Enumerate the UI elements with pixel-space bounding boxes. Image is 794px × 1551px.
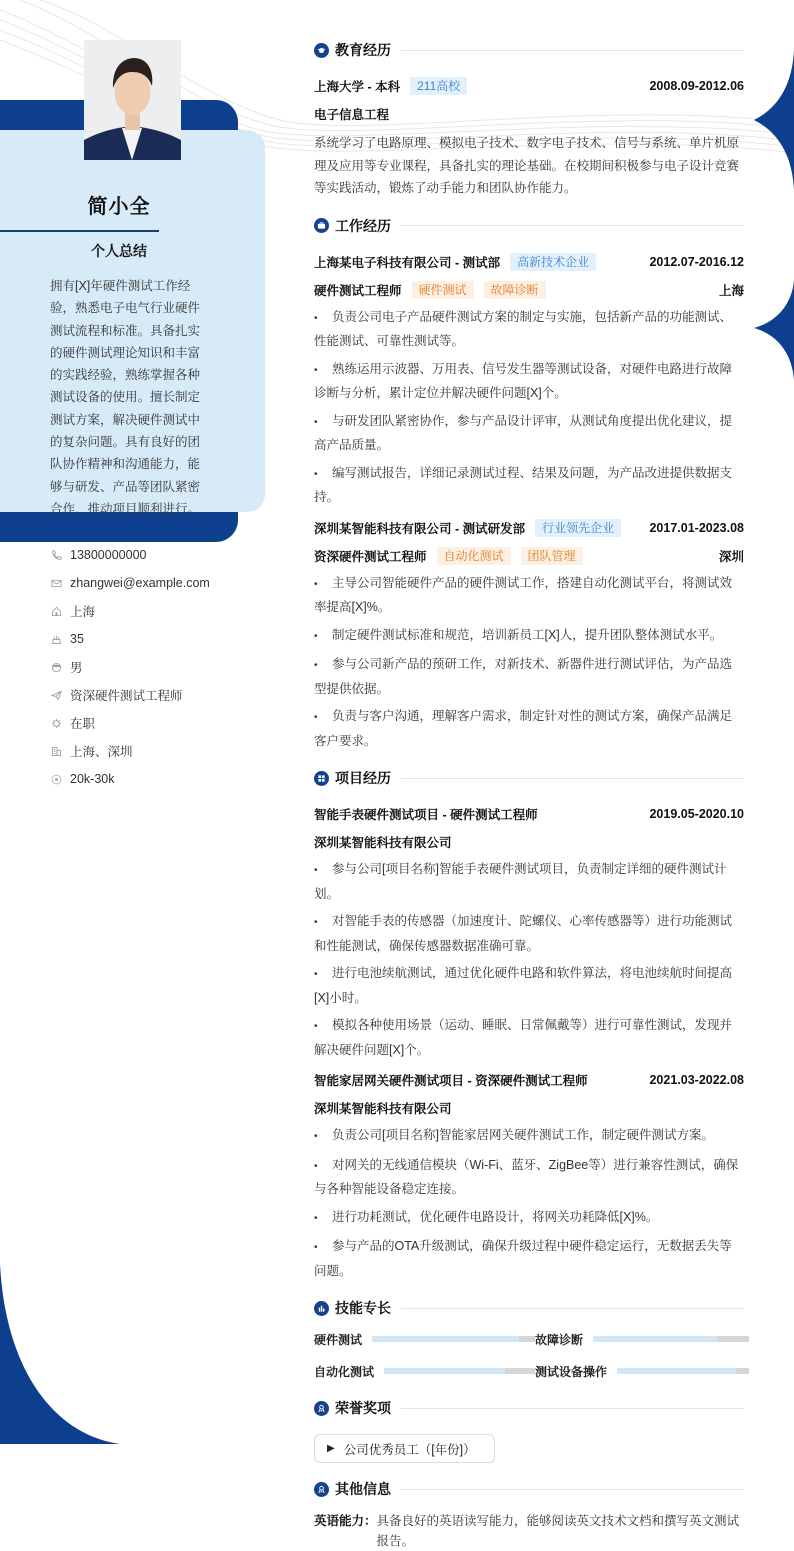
section-header: [314, 764, 744, 792]
job-role: 资深硬件测试工程师: [314, 549, 427, 564]
project-entry: [314, 1066, 744, 1282]
work-section: [314, 212, 744, 753]
contact-salary: [50, 765, 270, 793]
triangle-right-icon: ▶: [327, 1443, 335, 1454]
projects-section: [314, 764, 744, 1282]
age-icon: [50, 633, 62, 645]
school-name: 上海大学 - 本科: [314, 80, 401, 94]
company-tag: 行业领先企业: [535, 519, 621, 537]
skill-bar: [617, 1368, 749, 1374]
bullet-item: • 制定硬件测试标准和规范，培训新员工[X]人，提升团队整体测试水平。: [314, 627, 723, 642]
status-icon: [50, 717, 62, 729]
section-title: 技能专长: [335, 1300, 391, 1316]
bullet-item: • 对网关的无线通信模块（Wi-Fi、蓝牙、ZigBee等）进行兼容性测试，确保与各种智能设备稳定连接。: [314, 1157, 739, 1196]
other-info-row: [314, 1511, 744, 1551]
skill-grid: [314, 1329, 744, 1381]
contact-value: 20k-30k: [70, 772, 115, 786]
avatar-photo: [84, 40, 181, 160]
building-icon: [50, 745, 62, 757]
mail-icon: [50, 577, 62, 589]
contact-value: 上海: [70, 605, 96, 619]
education-section: [314, 36, 744, 200]
skill-bar: [384, 1368, 535, 1374]
other-label: 英语能力：: [314, 1514, 377, 1528]
section-divider: [401, 50, 744, 51]
role-tag: 硬件测试: [412, 281, 474, 299]
job-date: 2012.07-2016.12: [649, 254, 744, 269]
education-row: [314, 72, 744, 100]
role-tag: 自动化测试: [437, 547, 511, 565]
project-company: 深圳某智能科技有限公司: [314, 1102, 452, 1116]
education-description: 系统学习了电路原理、模拟电子技术、数字电子技术、信号与系统、单片机原理及应用等专业课程，具备扎实的理论基础。在校期间积极参与电子设计竞赛等实践活动，锻炼了动手能力和团队协作能力。: [314, 136, 740, 195]
skill-item: 硬件测试: [314, 1329, 535, 1349]
project-name: 智能手表硬件测试项目 - 硬件测试工程师: [314, 808, 538, 822]
section-title: 工作经历: [335, 217, 391, 234]
summary-text: 拥有[X]年硬件测试工作经验，熟悉电子电气行业硬件测试流程和标准。具备扎实的硬件测试理论知识和丰富的实践经验，熟练掌握各种测试设备的使用。擅长制定测试方案，解决硬件测试中的复杂问题。具有良好的团队协作精神和沟通能力，能够与研发、产品等团队紧密合作，推动项目顺利进行。: [50, 279, 201, 516]
bullet-item: • 负责公司[项目名称]智能家居网关硬件测试工作，制定硬件测试方案。: [314, 1128, 714, 1142]
contact-value: 上海、深圳: [70, 745, 133, 759]
award-label: 公司优秀员工（[年份]）: [343, 1442, 476, 1457]
job-entry: [314, 248, 744, 509]
briefcase-icon: [314, 218, 329, 233]
major-name: 电子信息工程: [314, 108, 390, 122]
bullet-item: • 与研发团队紧密协作，参与产品设计评审，从测试角度提出优化建议，提高产品质量。: [314, 413, 733, 452]
skill-item: 测试设备操作: [535, 1361, 749, 1381]
bullet-item: • 对智能手表的传感器（加速度计、陀螺仪、心率传感器等）进行功能测试和性能测试，确保传感器数据准确可靠。: [314, 914, 733, 953]
contact-gender: [50, 653, 270, 681]
send-icon: [50, 689, 62, 701]
bullet-item: • 模拟各种使用场景（运动、睡眠、日常佩戴等）进行可靠性测试，发现并解决硬件问题[X]个。: [314, 1018, 733, 1057]
contact-city: [50, 597, 270, 625]
decorative-wave-right: [754, 280, 794, 380]
bullet-item: • 熟练运用示波器、万用表、信号发生器等测试设备，对硬件电路进行故障诊断与分析，累计定位并解决硬件问题[X]个。: [314, 361, 733, 400]
bullet-item: • 参与公司[项目名称]智能手表硬件测试项目，负责制定详细的硬件测试计划。: [314, 862, 727, 901]
company-name: 深圳某智能科技有限公司 - 测试研发部: [314, 521, 526, 536]
section-divider: [401, 225, 744, 226]
summary-heading: 个人总结: [91, 243, 147, 259]
section-divider: [401, 1408, 744, 1409]
section-title: 项目经历: [335, 770, 391, 786]
project-name: 智能家居网关硬件测试项目 - 资深硬件测试工程师: [314, 1074, 588, 1088]
grid-icon: [314, 771, 329, 786]
contact-email: [50, 569, 270, 597]
school-tag: 211高校: [410, 77, 467, 95]
section-title: 其他信息: [335, 1481, 391, 1497]
section-header: [314, 36, 744, 64]
job-location: 深圳: [718, 549, 744, 564]
job-role: 硬件测试工程师: [314, 283, 402, 298]
name-divider: [0, 230, 159, 232]
contact-age: [50, 625, 270, 653]
job-entry: [314, 514, 744, 753]
project-date: 2021.03-2022.08: [649, 1073, 744, 1087]
bullet-item: • 参与公司新产品的预研工作，对新技术、新器件进行测试评估，为产品选型提供依据。: [314, 657, 733, 696]
bullet-item: • 编写测试报告，详细记录测试过程、结果及问题，为产品改进提供数据支持。: [314, 465, 733, 504]
project-date: 2019.05-2020.10: [649, 807, 744, 821]
job-location: 上海: [718, 283, 744, 298]
bullet-item: • 参与产品的OTA升级测试，确保升级过程中硬件稳定运行，无数据丢失等问题。: [314, 1239, 732, 1278]
bar-chart-icon: [314, 1301, 329, 1316]
candidate-name: 简小全: [87, 196, 151, 218]
info-icon: [314, 1482, 329, 1497]
section-header: [314, 212, 744, 240]
main-content: [314, 36, 744, 1551]
section-divider: [401, 1489, 744, 1490]
bullet-item: • 进行功耗测试，优化硬件电路设计，将网关功耗降低[X]%。: [314, 1209, 659, 1224]
graduation-cap-icon: [314, 43, 329, 58]
other-section: [314, 1475, 744, 1551]
section-divider: [401, 1308, 744, 1309]
contact-phone: [50, 541, 270, 569]
decorative-wave-bottom-left: [0, 1264, 120, 1444]
section-header: [314, 1294, 744, 1322]
contact-work-city: [50, 737, 270, 765]
contact-list: [50, 541, 270, 793]
contact-value: 资深硬件测试工程师: [70, 689, 183, 703]
contact-status: [50, 709, 270, 737]
contact-value: 男: [70, 661, 83, 675]
contact-value: zhangwei@example.com: [70, 576, 210, 590]
company-tag: 高新技术企业: [510, 253, 596, 271]
bullet-item: • 进行电池续航测试，通过优化硬件电路和软件算法，将电池续航时间提高[X]小时。: [314, 966, 733, 1005]
major-row: [314, 100, 744, 128]
project-company: 深圳某智能科技有限公司: [314, 836, 452, 850]
award-item: [314, 1434, 495, 1463]
section-title: 荣誉奖项: [335, 1400, 391, 1416]
contact-value: 13800000000: [70, 548, 147, 562]
contact-value: 在职: [70, 717, 96, 731]
skill-item: 自动化测试: [314, 1361, 535, 1381]
job-date: 2017.01-2023.08: [649, 520, 744, 535]
bullet-item: • 负责与客户沟通，理解客户需求，制定针对性的测试方案，确保产品满足客户要求。: [314, 709, 733, 748]
role-tag: 团队管理: [521, 547, 583, 565]
role-tag: 故障诊断: [484, 281, 546, 299]
awards-section: [314, 1394, 744, 1463]
bullet-item: • 主导公司智能硬件产品的硬件测试工作，搭建自动化测试平台，将测试效率提高[X]%。: [314, 575, 733, 614]
skill-bar: [372, 1336, 535, 1342]
award-icon: [314, 1401, 329, 1416]
section-divider: [401, 778, 744, 779]
home-icon: [50, 605, 62, 617]
phone-icon: [50, 549, 62, 561]
decorative-wave-right: [754, 50, 794, 190]
project-entry: [314, 800, 744, 1061]
section-header: [314, 1475, 744, 1503]
other-value: 具备良好的英语读写能力，能够阅读英文技术文档和撰写英文测试报告。: [376, 1514, 740, 1548]
skill-item: 故障诊断: [535, 1329, 749, 1349]
skills-section: [314, 1294, 744, 1381]
contact-position: [50, 681, 270, 709]
education-date: 2008.09-2012.06: [649, 79, 744, 93]
gender-icon: [50, 661, 62, 673]
contact-value: 35: [70, 632, 84, 646]
section-header: [314, 1394, 744, 1422]
bullet-item: • 负责公司电子产品硬件测试方案的制定与实施，包括新产品的功能测试、性能测试、可靠性测试等。: [314, 309, 733, 348]
salary-icon: [50, 773, 62, 785]
company-name: 上海某电子科技有限公司 - 测试部: [314, 255, 501, 270]
skill-bar: [593, 1336, 749, 1342]
section-title: 教育经历: [335, 42, 391, 58]
